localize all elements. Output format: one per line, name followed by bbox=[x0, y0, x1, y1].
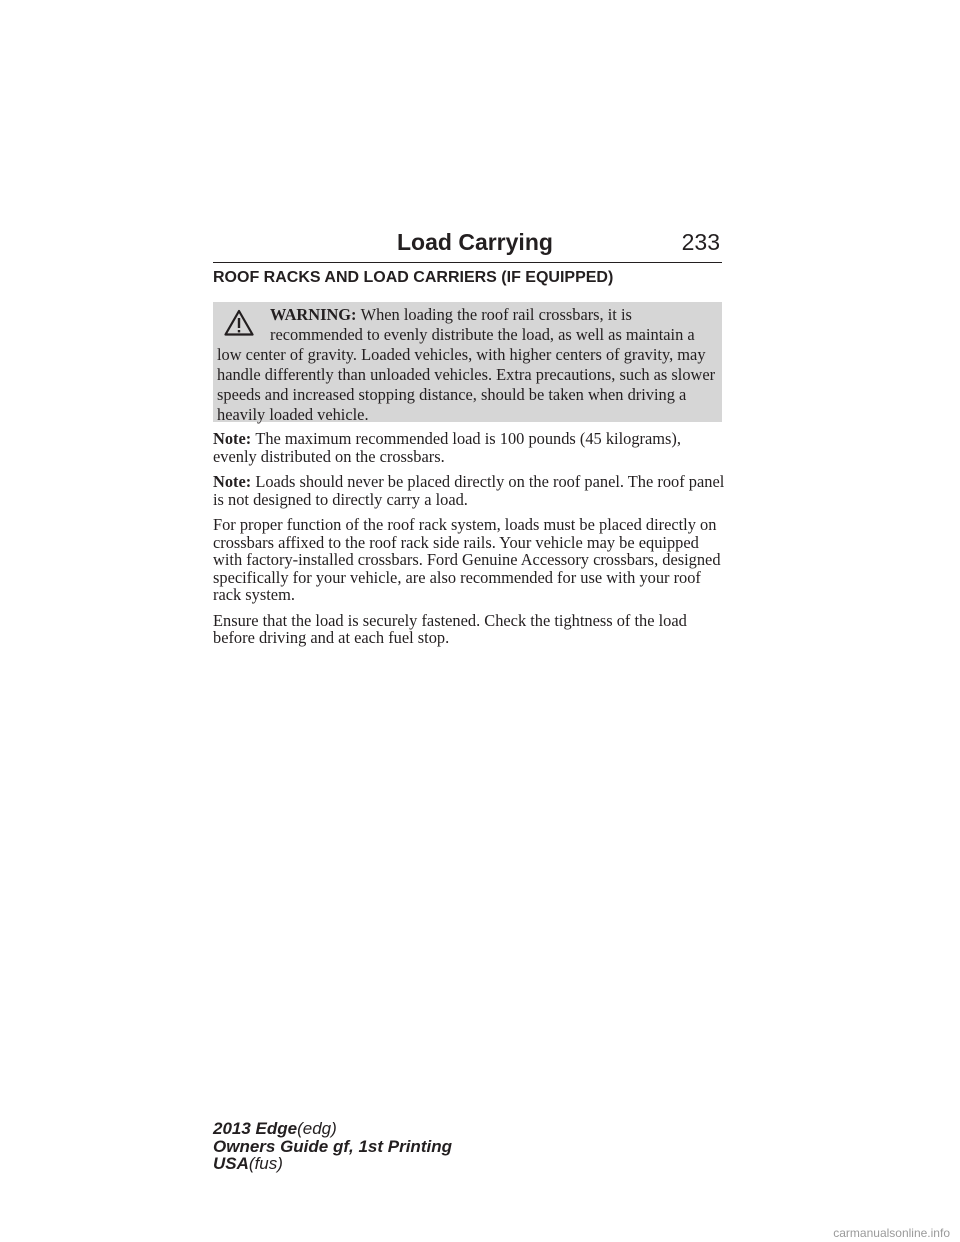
footer-model: 2013 Edge bbox=[213, 1119, 298, 1138]
note-label: Note: bbox=[213, 472, 256, 491]
note-text: Loads should never be placed directly on the roof panel. The roof panel is not designed to directly carry a load. bbox=[213, 472, 725, 509]
warning-first-lines bbox=[270, 305, 716, 345]
body-paragraph: For proper function of the roof rack system, loads must be placed directly on crossbars affixed to the roof rack side rails. Your vehicle may be equipped with factory-installed crossbars. Ford Genuine Accessory crossbars, designed specifically for your vehicle, are also recommended for use with your roof rack system. bbox=[213, 515, 721, 604]
footer-model-code: (edg) bbox=[297, 1119, 337, 1138]
document-footer bbox=[213, 1120, 452, 1173]
body-text bbox=[213, 430, 725, 655]
warning-box bbox=[213, 302, 722, 422]
page-header bbox=[213, 226, 722, 263]
chapter-title: Load Carrying bbox=[397, 229, 553, 255]
warning-text-rest: low center of gravity. Loaded vehicles, with higher centers of gravity, may handle differently than unloaded vehicles. Extra precautions, such as slower speeds and increased stopping distance, should be taken when driving a heavily loaded vehicle. bbox=[217, 345, 716, 424]
body-paragraph: Ensure that the load is securely fastened. Check the tightness of the load before driving and at each fuel stop. bbox=[213, 610, 687, 647]
warning-triangle-icon bbox=[224, 309, 254, 336]
footer-market-code: (fus) bbox=[248, 1154, 283, 1173]
section-heading: ROOF RACKS AND LOAD CARRIERS (IF EQUIPPED) bbox=[213, 269, 614, 286]
footer-market: USA bbox=[213, 1154, 249, 1173]
note-label: Note: bbox=[213, 429, 256, 448]
page-number: 233 bbox=[681, 229, 720, 255]
warning-label: WARNING: bbox=[270, 305, 361, 324]
note-text: The maximum recommended load is 100 pounds (45 kilograms), evenly distributed on the crossbars. bbox=[213, 429, 681, 466]
footer-guide: Owners Guide gf, 1st Printing bbox=[213, 1136, 452, 1156]
footer-line bbox=[213, 1155, 452, 1173]
note-paragraph bbox=[213, 430, 725, 465]
warning-text-first: When loading the roof rail crossbars, it is recommended to evenly distribute the load, as well as maintain a bbox=[270, 305, 695, 344]
watermark: carmanualsonline.info bbox=[833, 1226, 950, 1240]
footer-line bbox=[213, 1120, 452, 1138]
note-paragraph bbox=[213, 473, 725, 508]
